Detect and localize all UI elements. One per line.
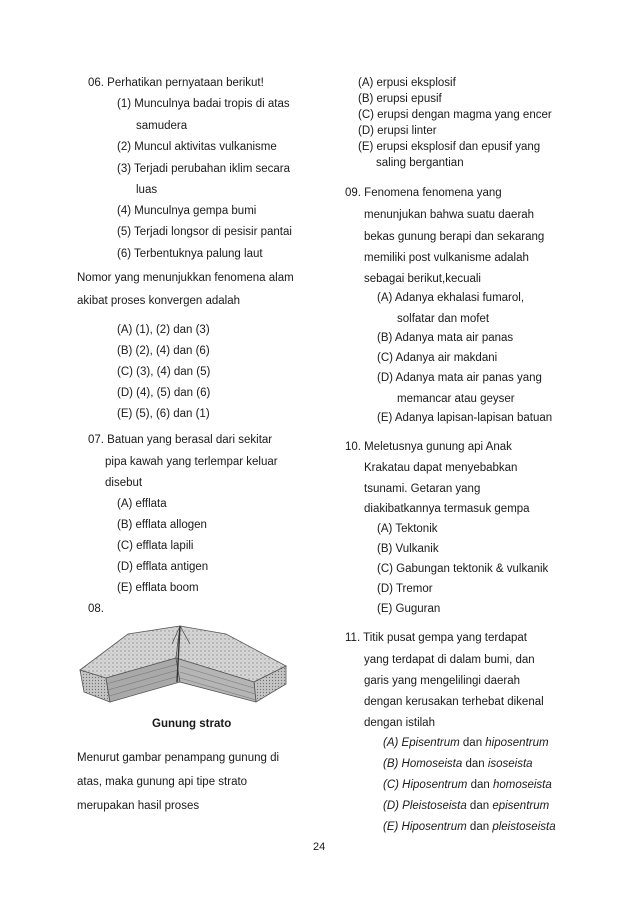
q08-option: (D) erupsi linter (358, 125, 437, 137)
q10-option: (A) Tektonik (377, 523, 438, 535)
q10-line: Krakatau dapat menyebabkan (364, 462, 518, 474)
term-2: pleistoseista (492, 821, 556, 833)
q06-item: (2) Muncul aktivitas vulkanisme (117, 141, 277, 153)
term-2: hiposentrum (485, 737, 549, 749)
q07-line: disebut (105, 477, 143, 489)
q11-option-d (383, 800, 549, 812)
q11-line: 11. Titik pusat gempa yang terdapat (345, 632, 527, 644)
q08-question: merupakan hasil proses (77, 800, 200, 812)
page-number: 24 (313, 841, 326, 853)
figure-caption: Gunung strato (152, 718, 232, 730)
conjunction: dan (459, 737, 486, 749)
q08-option: (E) erupsi eksplosif dan epusif yang (358, 141, 541, 153)
q09-option: (C) Adanya air makdani (377, 352, 498, 364)
q06-option: (E) (5), (6) dan (1) (117, 408, 210, 420)
q08-option: saling bergantian (376, 157, 464, 169)
q08-option: (B) erupsi epusif (358, 93, 442, 105)
q11-line: dengan kerusakan terhebat dikenal (364, 696, 544, 708)
term-2: episentrum (492, 800, 550, 812)
term-1: Episentrum (401, 737, 460, 749)
q06-item: (3) Terjadi perubahan iklim secara (117, 163, 291, 175)
q11-option-b (383, 758, 533, 770)
term-1: Hiposentrum (401, 821, 467, 833)
q09-line: menunjukan bahwa suatu daerah (364, 209, 535, 221)
conjunction: dan (467, 779, 493, 791)
q08-question: Menurut gambar penampang gunung di (77, 752, 280, 764)
term-2: homoseista (492, 779, 552, 791)
q06-title: 06. Perhatikan pernyataan berikut! (88, 77, 264, 89)
q06-question: Nomor yang menunjukkan fenomena alam (77, 272, 294, 284)
q09-option: solfatar dan mofet (397, 313, 490, 325)
q07-option: (E) efflata boom (117, 582, 199, 594)
q08-number: 08. (88, 603, 104, 615)
q09-line: 09. Fenomena fenomena yang (345, 187, 502, 199)
q06-item: (5) Terjadi longsor di pesisir pantai (117, 226, 292, 238)
q08-question: atas, maka gunung api tipe strato (77, 776, 248, 788)
option-prefix: (E) (383, 821, 402, 833)
q10-line: tsunami. Getaran yang (364, 483, 481, 495)
q06-option: (C) (3), (4) dan (5) (117, 366, 211, 378)
q09-option: (A) Adanya ekhalasi fumarol, (377, 292, 525, 304)
q10-option: (E) Guguran (377, 603, 441, 615)
option-prefix: (D) (383, 800, 403, 812)
option-prefix: (B) (383, 758, 402, 770)
q06-option: (A) (1), (2) dan (3) (117, 324, 210, 336)
conjunction: dan (466, 800, 493, 812)
q06-item: (6) Terbentuknya palung laut (117, 248, 263, 260)
q11-option-a (383, 737, 549, 749)
q10-line: 10. Meletusnya gunung api Anak (345, 441, 512, 453)
option-prefix: (A) (383, 737, 402, 749)
q06-question: akibat proses konvergen adalah (77, 295, 241, 307)
q09-line: bekas gunung berapi dan sekarang (364, 231, 545, 243)
q09-option: (E) Adanya lapisan-lapisan batuan (377, 412, 553, 424)
term-1: Pleistoseista (402, 800, 467, 812)
q09-option: memancar atau geyser (397, 393, 515, 405)
q11-line: dengan istilah (364, 717, 435, 729)
q06-item: luas (136, 184, 158, 196)
q06-item: (4) Munculnya gempa bumi (117, 205, 257, 217)
conjunction: dan (462, 758, 488, 770)
term-1: Hiposentrum (402, 779, 468, 791)
q09-line: sebagai berikut,kecuali (364, 273, 481, 285)
q06-option: (D) (4), (5) dan (6) (117, 387, 211, 399)
q10-option: (B) Vulkanik (377, 543, 439, 555)
q10-option: (C) Gabungan tektonik & vulkanik (377, 563, 549, 575)
q08-option: (A) erpusi eksplosif (358, 77, 456, 89)
q07-option: (B) efflata allogen (117, 519, 207, 531)
q06-option: (B) (2), (4) dan (6) (117, 345, 210, 357)
q11-option-c (383, 779, 552, 791)
q07-option: (A) efflata (117, 498, 167, 510)
q07-option: (D) efflata antigen (117, 561, 209, 573)
q06-item: (1) Munculnya badai tropis di atas (117, 98, 290, 110)
q11-line: yang terdapat di dalam bumi, dan (364, 654, 535, 666)
q09-line: memiliki post vulkanisme adalah (364, 252, 529, 264)
conjunction: dan (466, 821, 493, 833)
q11-option-e (383, 821, 556, 833)
strato-volcano-cross-section-figure (76, 622, 290, 708)
q10-line: diakibatkannya termasuk gempa (364, 503, 530, 515)
q09-option: (B) Adanya mata air panas (377, 332, 514, 344)
option-prefix: (C) (383, 779, 403, 791)
q07-line: 07. Batuan yang berasal dari sekitar (88, 434, 273, 446)
q07-option: (C) efflata lapili (117, 540, 194, 552)
q10-option: (D) Tremor (377, 583, 433, 595)
term-1: Homoseista (401, 758, 463, 770)
q06-item: samudera (136, 120, 188, 132)
q07-line: pipa kawah yang terlempar keluar (105, 456, 278, 468)
q11-line: garis yang mengelilingi daerah (364, 675, 520, 687)
q08-option: (C) erupsi dengan magma yang encer (358, 109, 552, 121)
q09-option: (D) Adanya mata air panas yang (377, 372, 542, 384)
term-2: isoseista (487, 758, 533, 770)
